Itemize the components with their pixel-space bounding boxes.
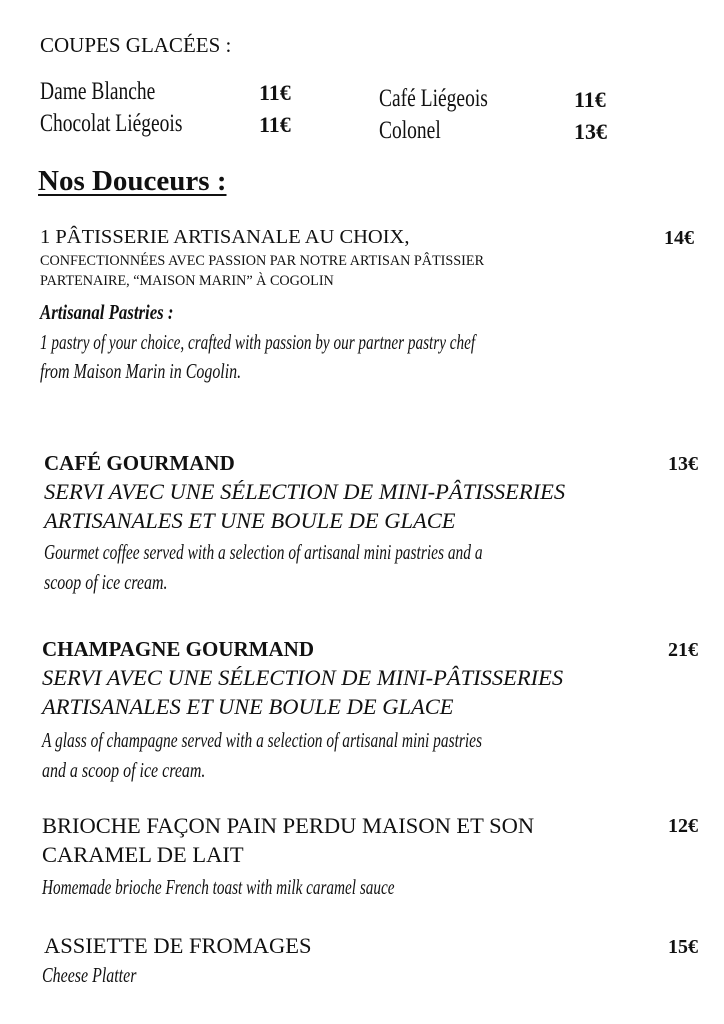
price-chocolat-liegeois: 11€ (259, 112, 291, 137)
cafe-gourmand-en-line1: Gourmet coffee served with a selection of artisanal mini pastries and a (44, 540, 483, 564)
menu-item-dame-blanche: Dame Blanche (40, 78, 156, 105)
price-dame-blanche: 11€ (259, 80, 291, 105)
patisserie-title: 1 PÂTISSERIE ARTISANALE AU CHOIX, (40, 226, 410, 248)
brioche-title-line1: BRIOCHE FAÇON PAIN PERDU MAISON ET SON (42, 813, 535, 838)
patisserie-desc-line1: CONFECTIONNÉES AVEC PASSION PAR NOTRE ARTISAN PÂTISSIER (40, 253, 485, 269)
patisserie-price: 14€ (664, 227, 694, 249)
menu-item-colonel: Colonel (379, 117, 441, 144)
brioche-en: Homemade brioche French toast with milk caramel sauce (42, 875, 395, 899)
fromages-price: 15€ (668, 936, 698, 958)
menu-item-chocolat-liegeois: Chocolat Liégeois (40, 110, 183, 137)
price-cafe-liegeois: 11€ (574, 87, 606, 112)
champagne-gourmand-fr-line2: ARTISANALES ET UNE BOULE DE GLACE (42, 694, 454, 719)
brioche-title-line2: CARAMEL DE LAIT (42, 842, 244, 867)
fromages-title: ASSIETTE DE FROMAGES (44, 933, 312, 958)
cafe-gourmand-fr-line1: SERVI AVEC UNE SÉLECTION DE MINI-PÂTISSERIES (44, 479, 566, 504)
champagne-gourmand-title: CHAMPAGNE GOURMAND (42, 637, 314, 661)
price-colonel: 13€ (574, 119, 607, 144)
douceurs-heading: Nos Douceurs : (38, 165, 227, 197)
champagne-gourmand-fr-line1: SERVI AVEC UNE SÉLECTION DE MINI-PÂTISSERIES (42, 665, 564, 690)
cafe-gourmand-price: 13€ (668, 453, 698, 475)
menu-item-cafe-liegeois: Café Liégeois (379, 85, 488, 112)
brioche-price: 12€ (668, 815, 698, 837)
coupes-heading: COUPES GLACÉES : (40, 33, 232, 57)
champagne-gourmand-en-line1: A glass of champagne served with a selection of artisanal mini pastries (42, 728, 483, 752)
patisserie-en-line2: from Maison Marin in Cogolin. (40, 359, 242, 383)
cafe-gourmand-en-line2: scoop of ice cream. (44, 570, 168, 594)
champagne-gourmand-price: 21€ (668, 639, 698, 661)
patisserie-desc-line2: PARTENAIRE, “MAISON MARIN” À COGOLIN (40, 273, 334, 289)
fromages-en: Cheese Platter (42, 963, 137, 987)
patisserie-en-title: Artisanal Pastries : (40, 300, 174, 324)
patisserie-en-line1: 1 pastry of your choice, crafted with passion by our partner pastry chef (40, 330, 476, 354)
cafe-gourmand-fr-line2: ARTISANALES ET UNE BOULE DE GLACE (44, 508, 456, 533)
champagne-gourmand-en-line2: and a scoop of ice cream. (42, 758, 206, 782)
cafe-gourmand-title: CAFÉ GOURMAND (44, 451, 235, 475)
